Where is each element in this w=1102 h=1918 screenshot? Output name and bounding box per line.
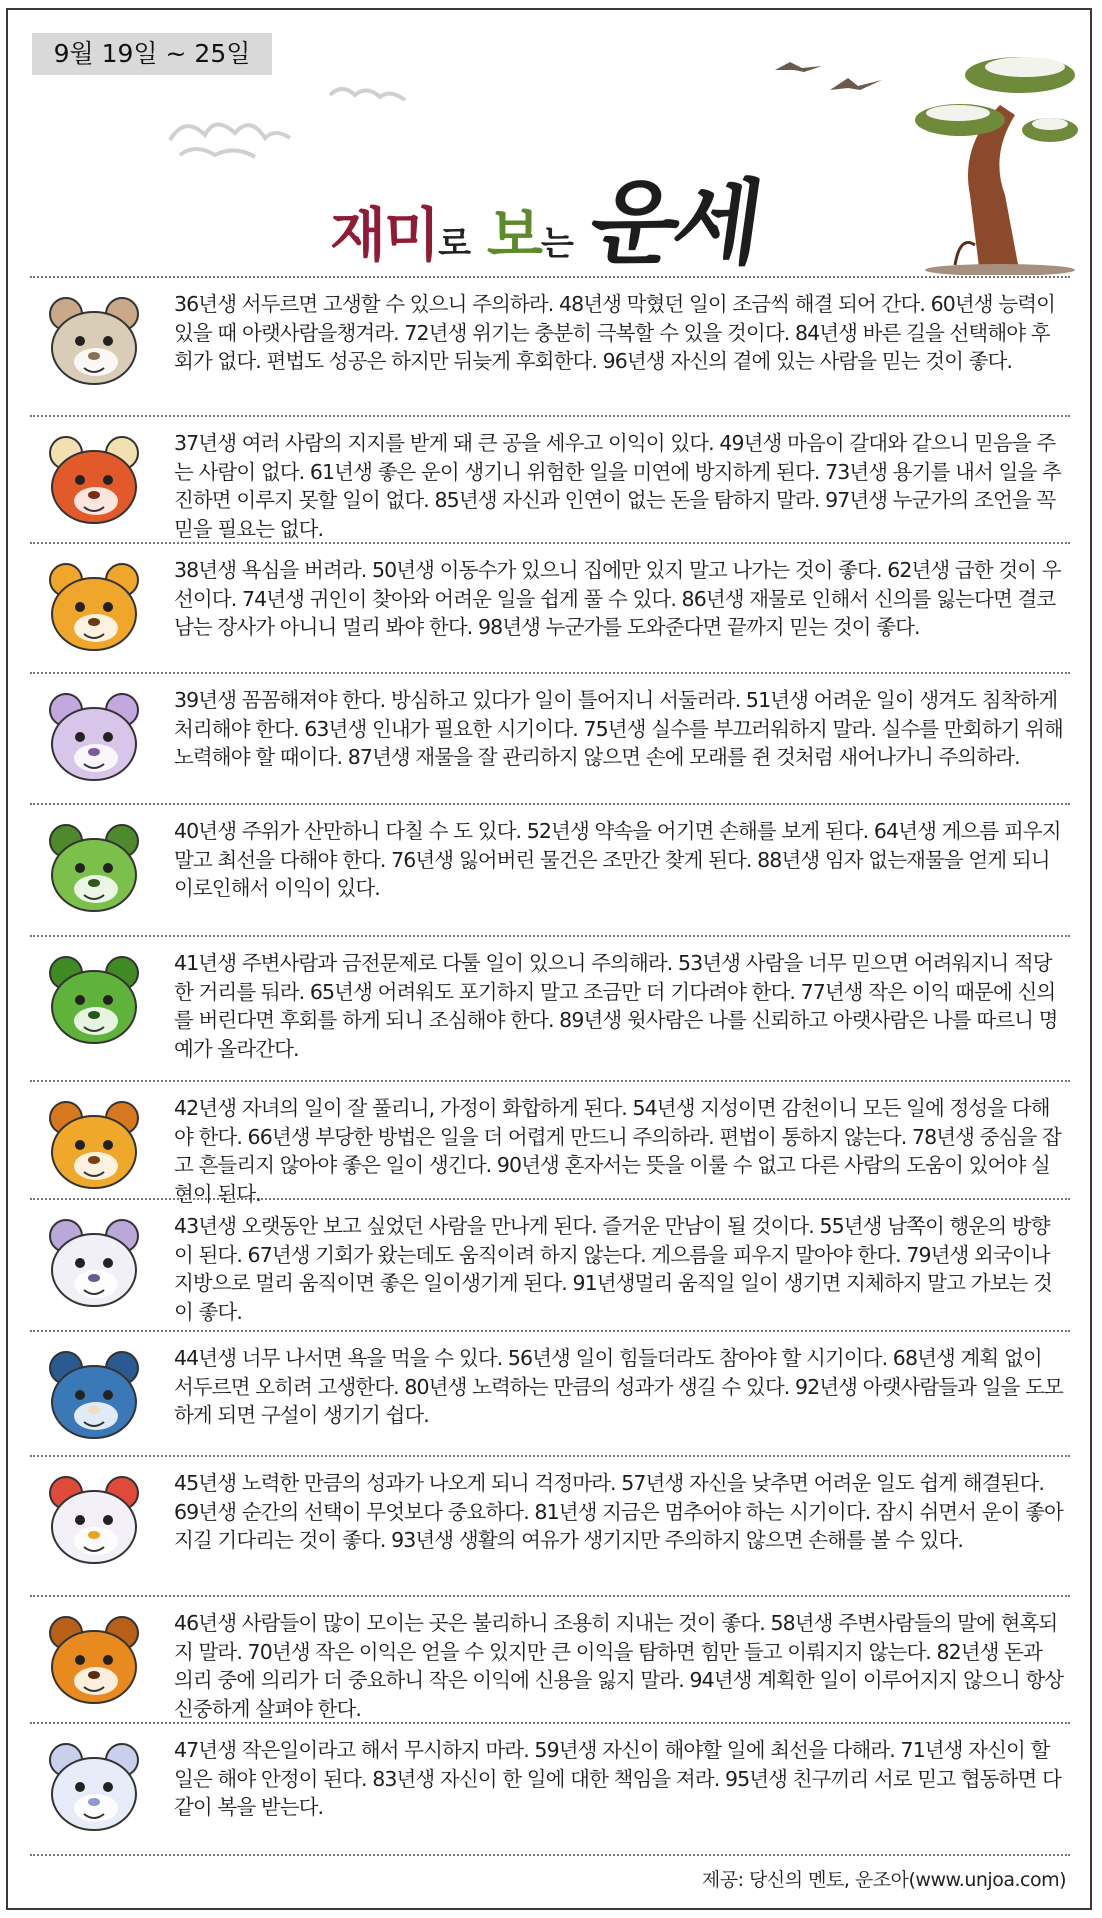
dotted-separator	[30, 935, 1070, 937]
fortune-text: 42년생 자녀의 일이 잘 풀리니, 가정이 화합하게 된다. 54년생 지성이면 감천이니 모든 일에 정성을 다해야 한다. 66년생 부당한 방법은 일을 더 어렵게 만드니 주의하라. 편법이 통하지 않는다. 78년생 중심을 잡고 흔들리지 않아야 좋은 일이 생긴다. 90년생 혼자서는 뜻을 이룰 수 없고 다른 사람의 도움이 있어야 실현이 된다.	[174, 1096, 1061, 1206]
fortune-text: 44년생 너무 나서면 욕을 먹을 수 있다. 56년생 일이 힘들더라도 참아야 할 시기이다. 68년생 계획 없이 서두르면 오히려 고생한다. 80년생 노력하는 만큼의 성과가 생길 수 있다. 92년생 아랫사람들과 일을 도모하게 되면 구설이 생기기 쉽다.	[174, 1346, 1063, 1427]
fortune-row	[30, 682, 1070, 801]
dotted-separator	[30, 672, 1070, 674]
date-range-badge: 9월 19일 ~ 25일	[32, 33, 272, 75]
rat-icon	[36, 286, 156, 396]
dotted-separator	[30, 1854, 1070, 1856]
birds-decoration	[770, 55, 900, 105]
tiger-icon	[36, 552, 156, 662]
pine-tree-illustration	[900, 45, 1080, 275]
page-title	[330, 150, 830, 277]
fortune-text: 43년생 오랫동안 보고 싶었던 사람을 만나게 된다. 즐거운 만남이 될 것이다. 55년생 남쪽이 행운의 방향이 된다. 67년생 기회가 왔는데도 움직이려 하지 않는다. 게으름을 피우지 말아야 한다. 79년생 외국이나 지방으로 멀리 움직이면 좋은 일이생기게 된다. 91년생멀리 움직일 일이 생기면 지체하지 말고 가보는 것이 좋다.	[174, 1214, 1052, 1324]
fortune-row	[30, 1605, 1070, 1720]
monkey-icon	[36, 1340, 156, 1450]
fortune-row	[30, 813, 1070, 933]
fortune-row	[30, 1090, 1070, 1206]
snake-icon	[36, 945, 156, 1055]
title-part-see: 보	[486, 201, 541, 269]
dotted-separator	[30, 803, 1070, 805]
fortune-text: 45년생 노력한 만큼의 성과가 나오게 되니 걱정마라. 57년생 자신을 낮추면 어려운 일도 쉽게 해결된다. 69년생 순간의 선택이 무엇보다 중요하다. 81년생 지금은 멈추어야 하는 시기이다. 잠시 쉬면서 운이 좋아지길 기다리는 것이 좋다. 93년생 생활의 여유가 생기지만 주의하지 않으면 손해를 볼 수 있다.	[174, 1471, 1063, 1552]
fortune-text: 36년생 서두르면 고생할 수 있으니 주의하라. 48년생 막혔던 일이 조금씩 해결 되어 간다. 60년생 능력이 있을 때 아랫사람을챙겨라. 72년생 위기는 충분히 극복할 수 있을 것이다. 84년생 바른 길을 선택해야 후회가 없다. 편법도 성공은 하지만 뒤늦게 후회한다. 96년생 자신의 곁에 있는 사람을 믿는 것이 좋다.	[174, 292, 1056, 373]
rooster-icon	[36, 1465, 156, 1575]
dotted-separator	[30, 276, 1070, 278]
sheep-icon	[36, 1208, 156, 1318]
fortune-text: 39년생 꼼꼼해져야 한다. 방심하고 있다가 일이 틀어지니 서둘러라. 51년생 어려운 일이 생겨도 침착하게 처리해야 한다. 63년생 인내가 필요한 시기이다. 75년생 실수를 부끄러워하지 말라. 실수를 만회하기 위해 노력해야 할 때이다. 87년생 재물을 잘 관리하지 않으면 손에 모래를 쥔 것처럼 새어나가니 주의하라.	[174, 688, 1063, 769]
fortune-text: 40년생 주위가 산만하니 다칠 수 도 있다. 52년생 약속을 어기면 손해를 보게 된다. 64년생 게으름 피우지 말고 최선을 다해야 한다. 76년생 잃어버린 물건은 조만간 찾게 된다. 88년생 임자 없는재물을 얻게 되니 이로인해서 이익이 있다.	[174, 819, 1061, 900]
dog-icon	[36, 1605, 156, 1715]
dotted-separator	[30, 415, 1070, 417]
title-part-fun: 재미	[330, 201, 439, 269]
title-part-particle: 로	[438, 224, 471, 264]
fortune-text: 38년생 욕심을 버려라. 50년생 이동수가 있으니 집에만 있지 말고 나가는 것이 좋다. 62년생 급한 것이 우선이다. 74년생 귀인이 찾아와 어려운 일을 쉽게 풀 수 있다. 86년생 재물로 인해서 신의를 잃는다면 결코 남는 장사가 아니니 멀리 봐야 한다. 98년생 누군가를 도와준다면 끝까지 믿는 것이 좋다.	[174, 558, 1061, 639]
dotted-separator	[30, 1080, 1070, 1082]
fortune-text: 37년생 여러 사람의 지지를 받게 돼 큰 공을 세우고 이익이 있다. 49년생 마음이 갈대와 같으니 믿음을 주는 사람이 없다. 61년생 좋은 운이 생기니 위험한 일을 미연에 방지하게 된다. 73년생 용기를 내서 일을 추진하면 이루지 못할 일이 없다. 85년생 자신과 인연이 없는 돈을 탐하지 말라. 97년생 누군가의 조언을 꼭 믿을 필요는 없다.	[174, 431, 1061, 541]
horse-icon	[36, 1090, 156, 1200]
dotted-separator	[30, 1455, 1070, 1457]
fortune-row	[30, 286, 1070, 413]
dotted-separator	[30, 1330, 1070, 1332]
title-part-particle-2: 는	[540, 224, 574, 264]
fortune-row	[30, 1340, 1070, 1453]
ox-icon	[36, 425, 156, 535]
fortune-row	[30, 425, 1070, 540]
fortune-row	[30, 945, 1070, 1078]
footer-credit: 제공: 당신의 멘토, 운조아(www.unjoa.com)	[701, 1869, 1066, 1891]
pig-icon	[36, 1732, 156, 1842]
fortune-row	[30, 552, 1070, 670]
fortune-text: 46년생 사람들이 많이 모이는 곳은 불리하니 조용히 지내는 것이 좋다. 58년생 주변사람들의 말에 현혹되지 말라. 70년생 작은 이익은 얻을 수 있지만 큰 이익을 탐하면 힘만 들고 이뤄지지 않는다. 82년생 돈과 의리 중에 의리가 더 중요하니 작은 이익에 신용을 잃지 말라. 94년생 계획한 일이 이루어지지 않으니 항상 신중하게 살펴야 한다.	[174, 1611, 1064, 1721]
dragon-icon	[36, 813, 156, 923]
title-part-fortune: 운세	[583, 170, 765, 277]
dotted-separator	[30, 1595, 1070, 1597]
rabbit-icon	[36, 682, 156, 792]
fortune-row	[30, 1732, 1070, 1852]
fortune-text: 41년생 주변사람과 금전문제로 다툴 일이 있으니 주의해라. 53년생 사람을 너무 믿으면 어려워지니 적당한 거리를 둬라. 65년생 어려워도 포기하지 말고 조금만 더 기다려야 한다. 77년생 작은 이익 때문에 신의를 버린다면 후회를 하게 되니 조심해야 한다. 89년생 윗사람은 나를 신뢰하고 아랫사람은 나를 따르니 명예가 올라간다.	[174, 951, 1058, 1061]
fortune-text: 47년생 작은일이라고 해서 무시하지 마라. 59년생 자신이 해야할 일에 최선을 다해라. 71년생 자신이 할 일은 해야 안정이 된다. 83년생 자신이 한 일에 대한 책임을 져라. 95년생 친구끼리 서로 믿고 협동하면 다 같이 복을 받는다.	[174, 1738, 1061, 1819]
fortune-row	[30, 1208, 1070, 1328]
fortune-row	[30, 1465, 1070, 1593]
